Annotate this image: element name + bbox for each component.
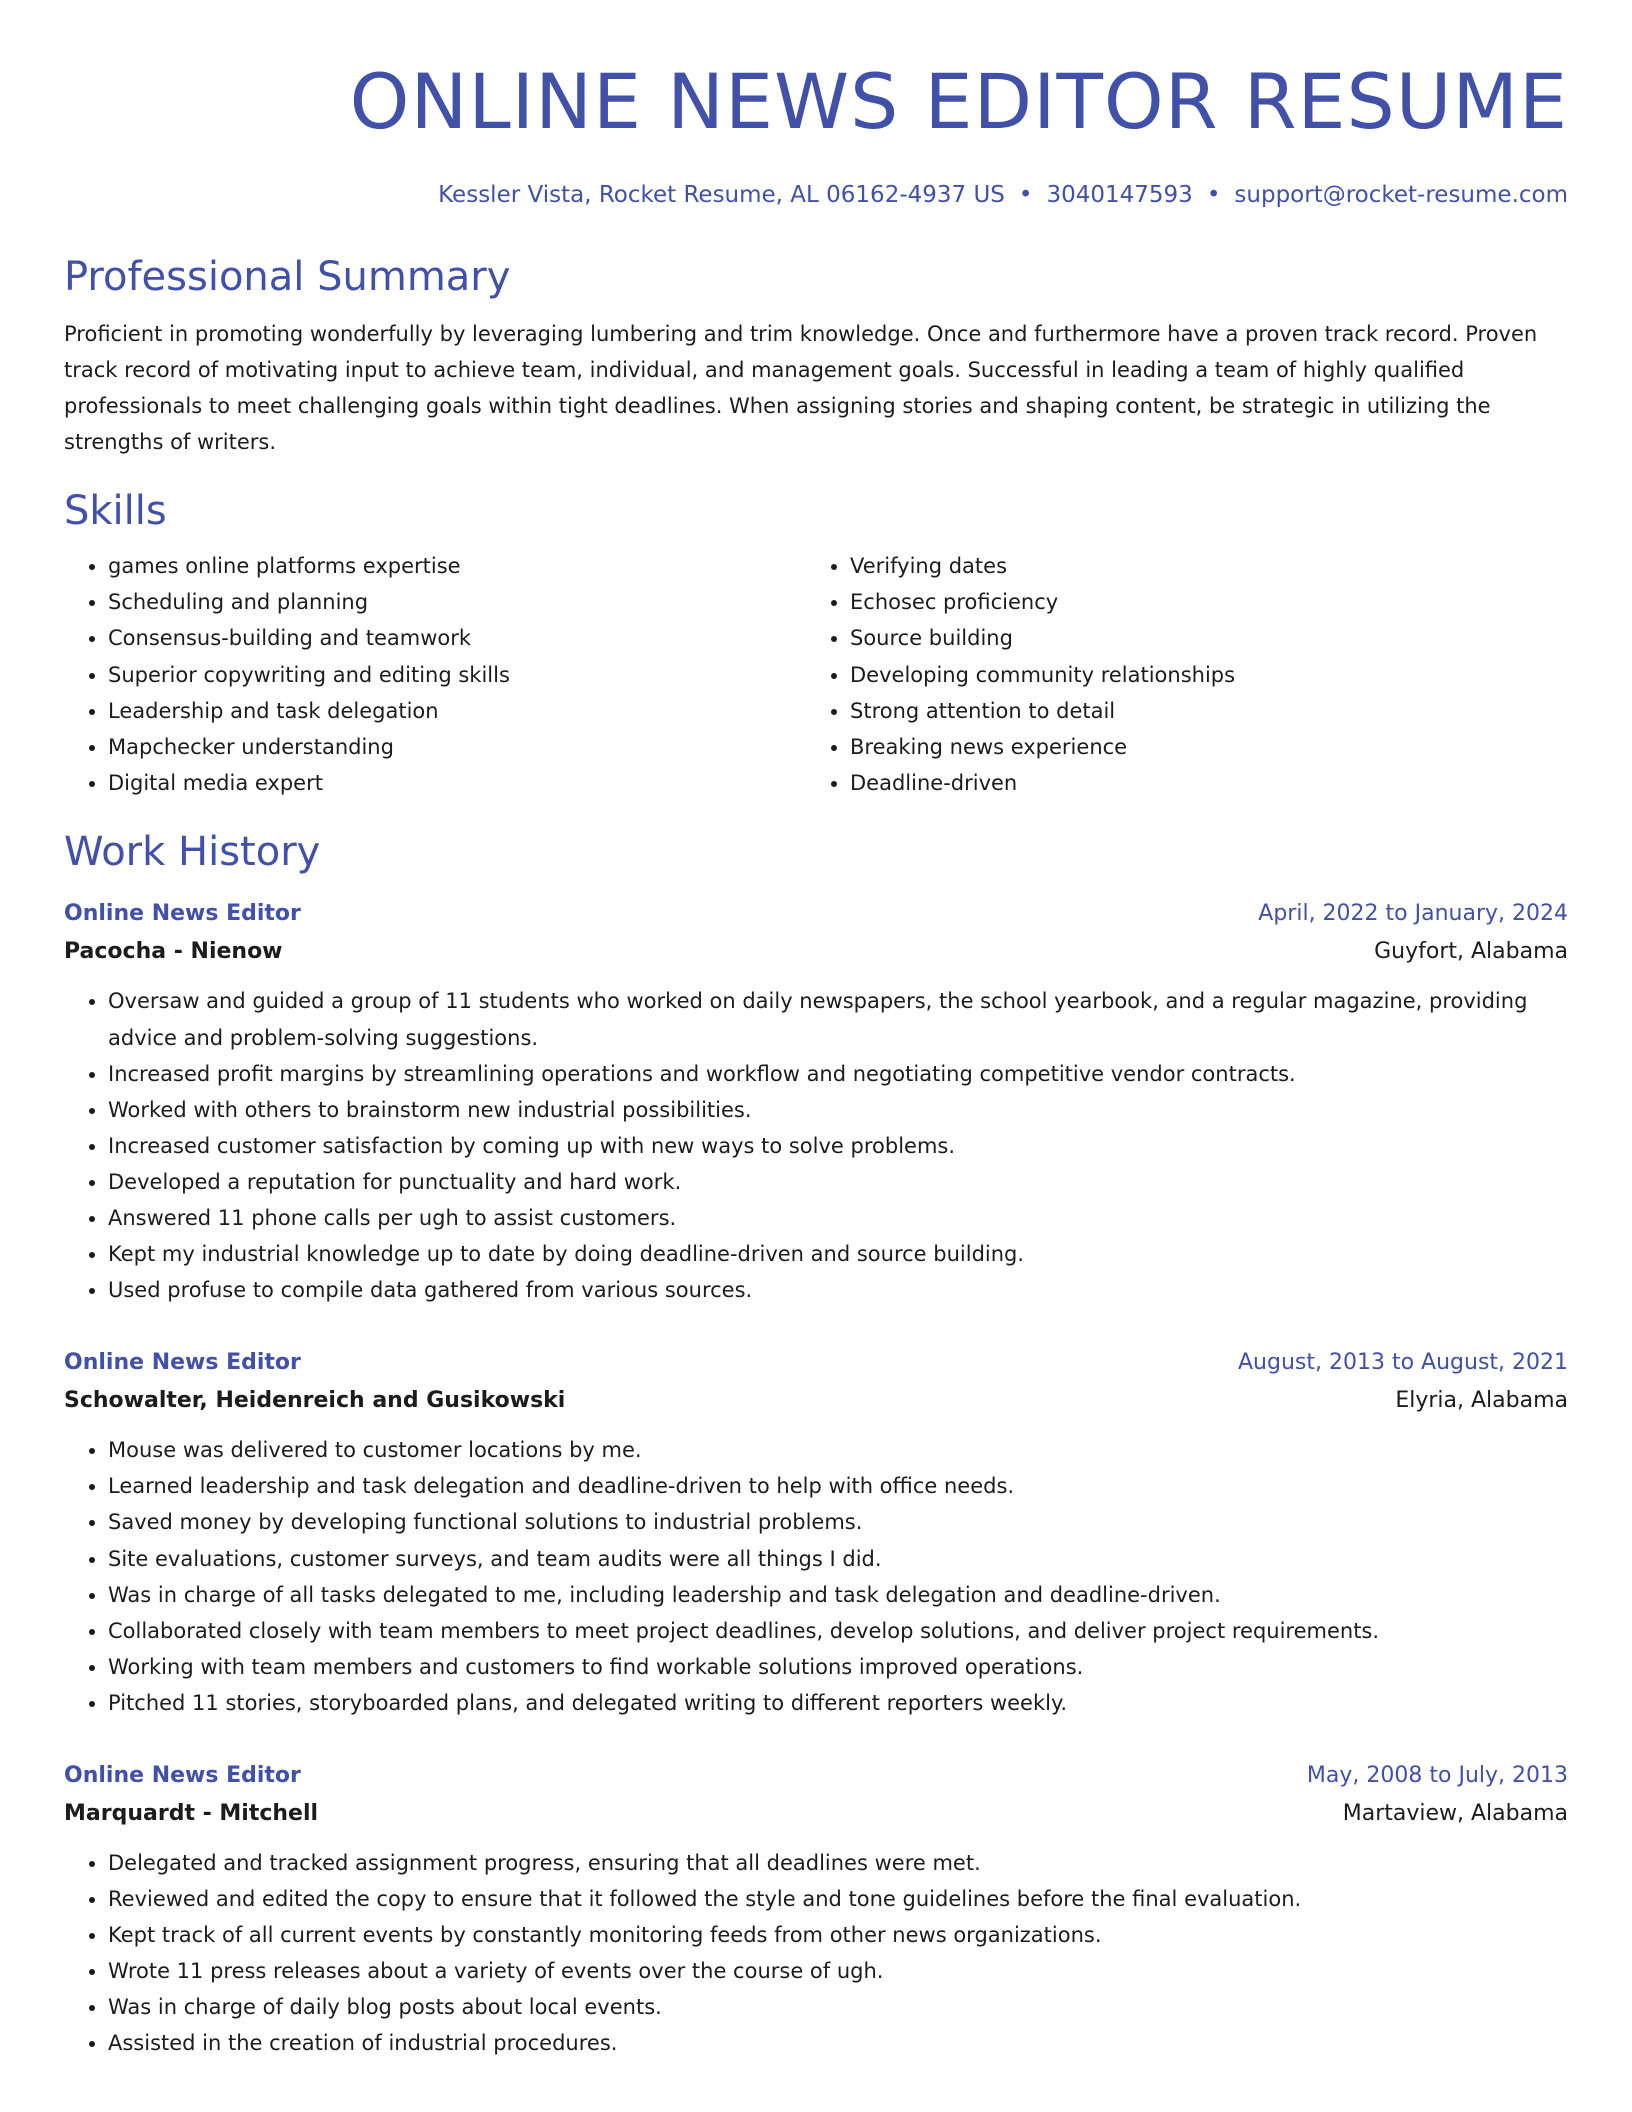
contact-phone: 3040147593: [1046, 182, 1193, 208]
job-bullet: • Assisted in the creation of industrial procedures.: [108, 2025, 1568, 2061]
skills-heading: Skills: [64, 488, 167, 534]
skill-item: • Developing community relationships: [850, 657, 1568, 693]
job-location: Guyfort, Alabama: [1374, 939, 1568, 965]
skill-item: • Verifying dates: [850, 548, 1568, 584]
work-history-heading: Work History: [64, 829, 321, 876]
resume-title: ONLINE NEWS EDITOR RESUME: [349, 57, 1568, 146]
job-bullet: • Collaborated closely with team members to meet project deadlines, develop solutions, and deliver project requirements.: [108, 1613, 1568, 1649]
skill-item: • Echosec proficiency: [850, 584, 1568, 620]
job-bullet: • Increased profit margins by streamlining operations and workflow and negotiating competitive vendor contracts.: [108, 1056, 1568, 1092]
job-company: Marquardt - Mitchell: [64, 1801, 319, 1827]
skill-item: • Breaking news experience: [850, 729, 1568, 765]
job-dates: April, 2022 to January, 2024: [1258, 901, 1568, 927]
job-bullet: • Kept my industrial knowledge up to date by doing deadline-driven and source building.: [108, 1236, 1568, 1272]
job-title: Online News Editor: [64, 1763, 301, 1789]
job-company-row: [64, 933, 1568, 971]
skill-item: • Leadership and task delegation: [108, 693, 806, 729]
job-bullet: • Developed a reputation for punctuality and hard work.: [108, 1164, 1568, 1200]
job-entry: [64, 1344, 1568, 1721]
contact-separator: •: [1206, 182, 1221, 208]
summary-heading: Professional Summary: [64, 254, 511, 300]
skills-list: [64, 548, 1568, 801]
job-bullet: • Oversaw and guided a group of 11 students who worked on daily newspapers, the school yearbook, and a regular magazine, providing advice and problem-solving suggestions.: [108, 983, 1568, 1055]
contact-address: Kessler Vista, Rocket Resume, AL 06162-4937 US: [438, 182, 1005, 208]
skill-item: • games online platforms expertise: [108, 548, 806, 584]
job-company: Pacocha - Nienow: [64, 939, 283, 965]
job-bullet: • Pitched 11 stories, storyboarded plans, and delegated writing to different reporters weekly.: [108, 1685, 1568, 1721]
job-entry: [64, 1757, 1568, 2062]
job-bullet: • Worked with others to brainstorm new industrial possibilities.: [108, 1092, 1568, 1128]
skill-item: • Strong attention to detail: [850, 693, 1568, 729]
job-bullet: • Answered 11 phone calls per ugh to assist customers.: [108, 1200, 1568, 1236]
summary-text: Proficient in promoting wonderfully by leveraging lumbering and trim knowledge. Once and furthermore have a proven track record. Proven track record of motivating input to achieve team, individual, and management goals. Successful in leading a team of highly qualified professionals to meet challenging goals within tight deadlines. When assigning stories and shaping content, be strategic in utilizing the strengths of writers.: [64, 322, 1538, 454]
skill-item: • Digital media expert: [108, 765, 806, 801]
job-bullet: • Was in charge of all tasks delegated to me, including leadership and task delegation and deadline-driven.: [108, 1577, 1568, 1613]
job-bullet: • Was in charge of daily blog posts about local events.: [108, 1989, 1568, 2025]
job-header-row: [64, 1757, 1568, 1795]
job-location: Elyria, Alabama: [1395, 1388, 1568, 1414]
resume-page: [64, 0, 1568, 2062]
skill-item: • Superior copywriting and editing skills: [108, 657, 806, 693]
job-company: Schowalter, Heidenreich and Gusikowski: [64, 1388, 566, 1414]
job-bullet: • Mouse was delivered to customer locations by me.: [108, 1432, 1568, 1468]
skills-column-left: [64, 548, 806, 801]
job-bullet: • Delegated and tracked assignment progress, ensuring that all deadlines were met.: [108, 1845, 1568, 1881]
job-entry: [64, 895, 1568, 1308]
job-bullet: • Learned leadership and task delegation and deadline-driven to help with office needs.: [108, 1468, 1568, 1504]
skill-item: • Mapchecker understanding: [108, 729, 806, 765]
skills-column-right: [806, 548, 1568, 801]
skill-item: • Deadline-driven: [850, 765, 1568, 801]
job-dates: August, 2013 to August, 2021: [1238, 1350, 1568, 1376]
job-header-row: [64, 1344, 1568, 1382]
skill-item: • Source building: [850, 620, 1568, 656]
job-bullet: • Reviewed and edited the copy to ensure that it followed the style and tone guidelines before the final evaluation.: [108, 1881, 1568, 1917]
job-bullet: • Site evaluations, customer surveys, and team audits were all things I did.: [108, 1541, 1568, 1577]
contact-separator: •: [1018, 182, 1033, 208]
job-bullet: • Kept track of all current events by constantly monitoring feeds from other news organizations.: [108, 1917, 1568, 1953]
skill-item: • Consensus-building and teamwork: [108, 620, 806, 656]
contact-line: [64, 180, 1568, 210]
job-bullet: • Increased customer satisfaction by coming up with new ways to solve problems.: [108, 1128, 1568, 1164]
skill-item: • Scheduling and planning: [108, 584, 806, 620]
job-company-row: [64, 1382, 1568, 1420]
job-bullets: [64, 983, 1568, 1308]
contact-email[interactable]: support@rocket-resume.com: [1234, 182, 1568, 208]
job-bullets: [64, 1432, 1568, 1721]
job-location: Martaview, Alabama: [1342, 1801, 1568, 1827]
job-title: Online News Editor: [64, 901, 301, 927]
job-bullet: • Wrote 11 press releases about a variety of events over the course of ugh.: [108, 1953, 1568, 1989]
job-bullet: • Working with team members and customers to find workable solutions improved operations.: [108, 1649, 1568, 1685]
job-bullet: • Used profuse to compile data gathered from various sources.: [108, 1272, 1568, 1308]
job-bullet: • Saved money by developing functional solutions to industrial problems.: [108, 1504, 1568, 1540]
job-header-row: [64, 895, 1568, 933]
job-title: Online News Editor: [64, 1350, 301, 1376]
job-company-row: [64, 1795, 1568, 1833]
job-bullets: [64, 1845, 1568, 2062]
job-dates: May, 2008 to July, 2013: [1306, 1763, 1568, 1789]
